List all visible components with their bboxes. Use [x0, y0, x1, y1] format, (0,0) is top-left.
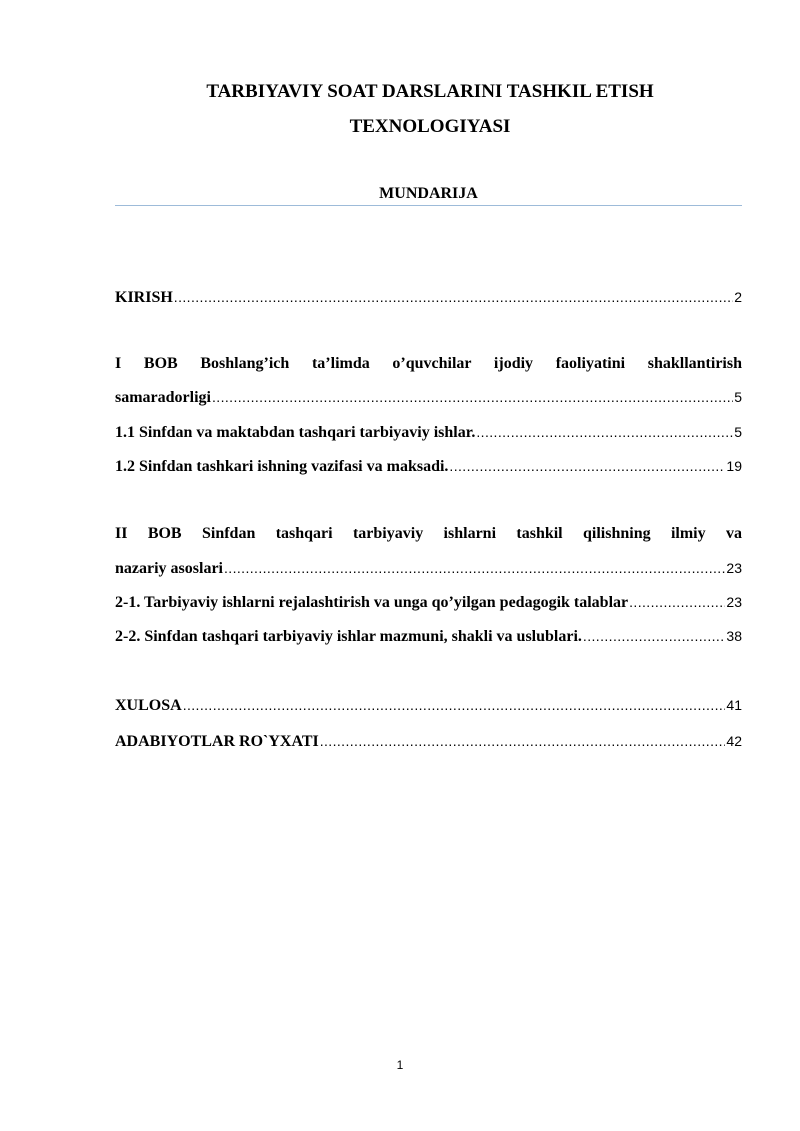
- toc-entry-label: 1.1 Sinfdan va maktabdan tashqari tarbiyaviy ishlar.: [115, 424, 476, 441]
- dot-leader: [212, 383, 733, 411]
- toc-entry-label: nazariy asoslari: [115, 560, 223, 577]
- dot-leader: [629, 588, 725, 616]
- toc-entry-page: 42: [726, 733, 742, 749]
- toc-entry-1-1[interactable]: [115, 418, 742, 447]
- dot-leader: [183, 691, 726, 719]
- page-number: 1: [396, 1058, 404, 1072]
- toc-entry-page: 5: [734, 424, 742, 440]
- toc-entry-xulosa[interactable]: [115, 691, 742, 720]
- document-title-line-2: TEXNOLOGIYASI: [349, 116, 511, 137]
- dot-leader: [583, 622, 726, 650]
- toc-entry-page: 38: [726, 628, 742, 644]
- toc-entry-label: 2-1. Tarbiyaviy ishlarni rejalashtirish va unga qo’yilgan pedagogik talablar: [115, 594, 629, 611]
- toc-entry-chapter-1[interactable]: [115, 383, 742, 412]
- toc-entry-label: XULOSA: [115, 697, 182, 714]
- toc-entry-label: 1.2 Sinfdan tashkari ishning vazifasi va maksadi.: [115, 458, 449, 475]
- heading-underline: [115, 205, 742, 206]
- toc-entry-adabiyotlar[interactable]: [115, 727, 742, 756]
- dot-leader: [449, 452, 725, 480]
- dot-leader: [320, 727, 726, 755]
- toc-chapter-2-title[interactable]: II BOB Sinfdan tashqari tarbiyaviy ishlarni tashkil qilishning ilmiy va: [115, 525, 742, 542]
- dot-leader: [174, 283, 733, 311]
- toc-entry-page: 23: [726, 594, 742, 610]
- document-title-line-1: TARBIYAVIY SOAT DARSLARINI TASHKIL ETISH: [206, 81, 654, 102]
- toc-entry-label: ADABIYOTLAR RO`YXATI: [115, 733, 319, 750]
- toc-entry-label: 2-2. Sinfdan tashqari tarbiyaviy ishlar mazmuni, shakli va uslublari.: [115, 628, 582, 645]
- toc-entry-kirish[interactable]: [115, 283, 742, 312]
- toc-entry-page: 19: [726, 458, 742, 474]
- toc-heading: MUNDARIJA: [379, 185, 478, 202]
- toc-entry-label: KIRISH: [115, 289, 173, 306]
- toc-entry-page: 5: [734, 389, 742, 405]
- toc-entry-chapter-2[interactable]: [115, 554, 742, 583]
- toc-entry-1-2[interactable]: [115, 452, 742, 481]
- toc-entry-2-2[interactable]: [115, 622, 742, 651]
- toc-entry-page: 41: [726, 697, 742, 713]
- toc-entry-label: samaradorligi: [115, 389, 211, 406]
- toc-entry-2-1[interactable]: [115, 588, 742, 617]
- dot-leader: [476, 418, 733, 446]
- dot-leader: [224, 554, 725, 582]
- toc-chapter-1-title[interactable]: I BOB Boshlang’ich ta’limda o’quvchilar ijodiy faoliyatini shakllantirish: [115, 355, 742, 372]
- toc-entry-page: 2: [734, 289, 742, 305]
- toc-entry-page: 23: [726, 560, 742, 576]
